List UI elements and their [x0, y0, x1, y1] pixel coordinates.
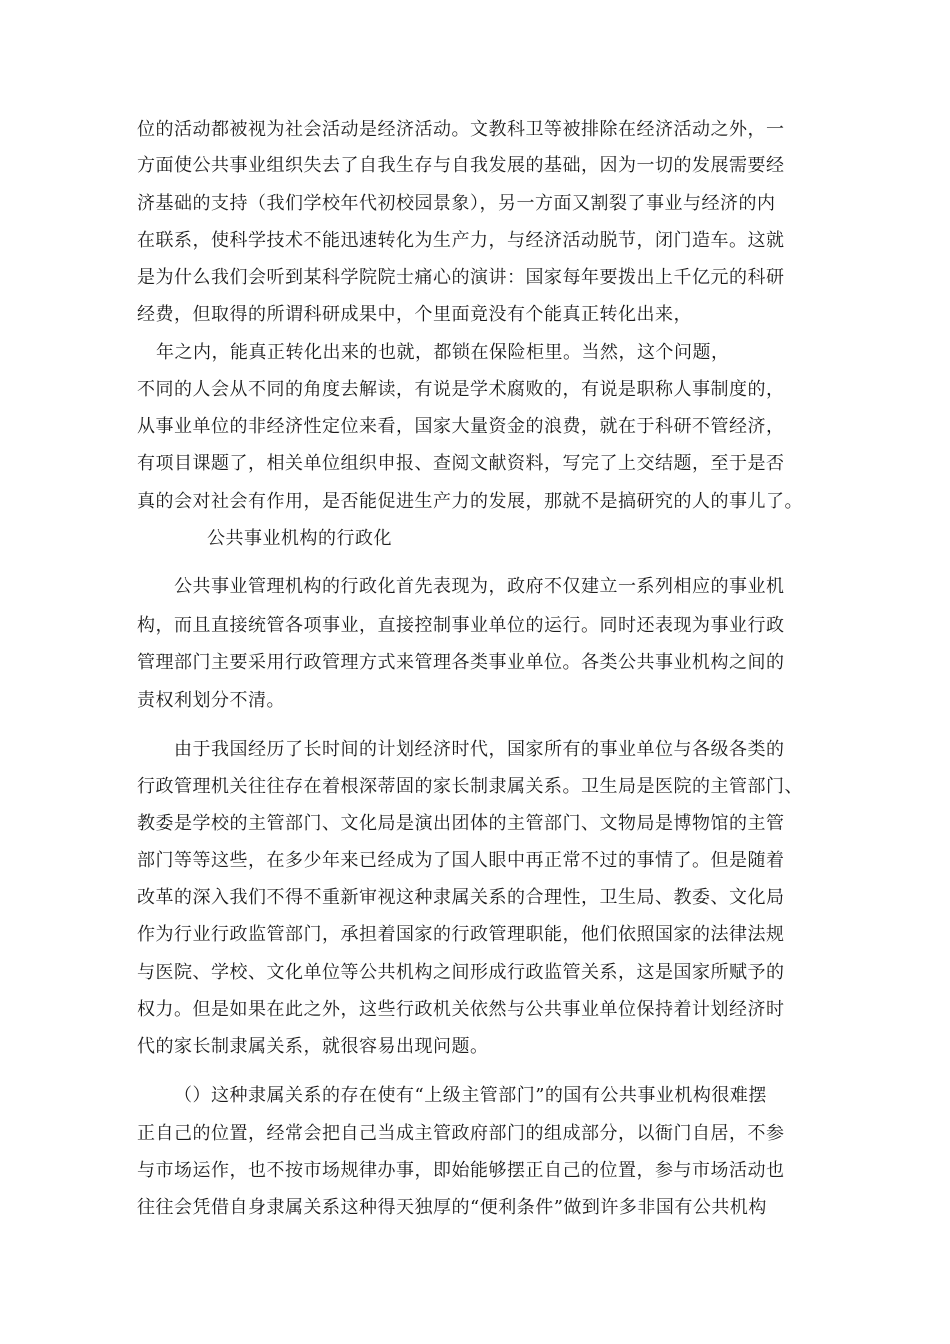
text-line: 改革的深入我们不得不重新审视这种隶属关系的合理性，卫生局、教委、文化局 — [137, 887, 785, 908]
text-line: 位的活动都被视为社会活动是经济活动。文教科卫等被排除在经济活动之外，一 — [137, 119, 785, 140]
text-line: 由于我国经历了长时间的计划经济时代，国家所有的事业单位与各级各类的 — [174, 739, 785, 760]
text-line: 不同的人会从不同的角度去解读，有说是学术腐败的，有说是职称人事制度的， — [137, 379, 785, 400]
text-line: 代的家长制隶属关系，就很容易出现问题。 — [137, 1036, 489, 1057]
text-line: 作为行业行政监管部门，承担着国家的行政管理职能，他们依照国家的法律法规 — [137, 924, 785, 945]
text-line: 部门等等这些，在多少年来已经成为了国人眼中再正常不过的事情了。但是随着 — [137, 850, 785, 871]
text-line: 正自己的位置，经常会把自己当成主管政府部门的组成部分，以衙门自居，不参 — [137, 1123, 785, 1144]
text-line: 权力。但是如果在此之外，这些行政机关依然与公共事业单位保持着计划经济时 — [137, 999, 785, 1020]
text-line: 往往会凭借自身隶属关系这种得天独厚的“便利条件”做到许多非国有公共机构 — [137, 1197, 767, 1218]
text-line: 是为什么我们会听到某科学院院士痛心的演讲：国家每年要拨出上千亿元的科研 — [137, 267, 785, 288]
text-line: 从事业单位的非经济性定位来看，国家大量资金的浪费，就在于科研不管经济， — [137, 416, 785, 437]
text-line: （）这种隶属关系的存在使有“上级主管部门”的国有公共事业机构很难摆 — [174, 1085, 767, 1106]
text-line: 年之内，能真正转化出来的也就，都锁在保险柜里。当然，这个问题， — [156, 342, 730, 363]
text-line: 与医院、学校、文化单位等公共机构之间形成行政监管关系，这是国家所赋予的 — [137, 962, 785, 983]
text-line: 在联系，使科学技术不能迅速转化为生产力，与经济活动脱节，闭门造车。这就 — [137, 230, 785, 251]
text-line: 济基础的支持（我们学校年代初校园景象），另一方面又割裂了事业与经济的内 — [137, 193, 776, 214]
text-line: 公共事业管理机构的行政化首先表现为，政府不仅建立一系列相应的事业机 — [174, 576, 785, 597]
text-line: 教委是学校的主管部门、文化局是演出团体的主管部门、文物局是博物馆的主管 — [137, 813, 785, 834]
text-line: 构，而且直接统管各项事业，直接控制事业单位的运行。同时还表现为事业行政 — [137, 615, 785, 636]
text-line: 与市场运作，也不按市场规律办事，即始能够摆正自己的位置，参与市场活动也 — [137, 1160, 785, 1181]
text-line: 行政管理机关往往存在着根深蒂固的家长制隶属关系。卫生局是医院的主管部门、 — [137, 776, 803, 797]
text-line: 有项目课题了，相关单位组织申报、查阅文献资料，写完了上交结题，至于是否 — [137, 453, 785, 474]
text-line: 经费，但取得的所谓科研成果中，个里面竟没有个能真正转化出来， — [137, 304, 692, 325]
section-heading: 公共事业机构的行政化 — [207, 528, 392, 549]
text-line: 责权利划分不清。 — [137, 690, 285, 711]
text-line: 方面使公共事业组织失去了自我生存与自我发展的基础，因为一切的发展需要经 — [137, 155, 785, 176]
text-line: 真的会对社会有作用，是否能促进生产力的发展，那就不是搞研究的人的事儿了。 — [137, 491, 803, 512]
text-line: 管理部门主要采用行政管理方式来管理各类事业单位。各类公共事业机构之间的 — [137, 652, 785, 673]
